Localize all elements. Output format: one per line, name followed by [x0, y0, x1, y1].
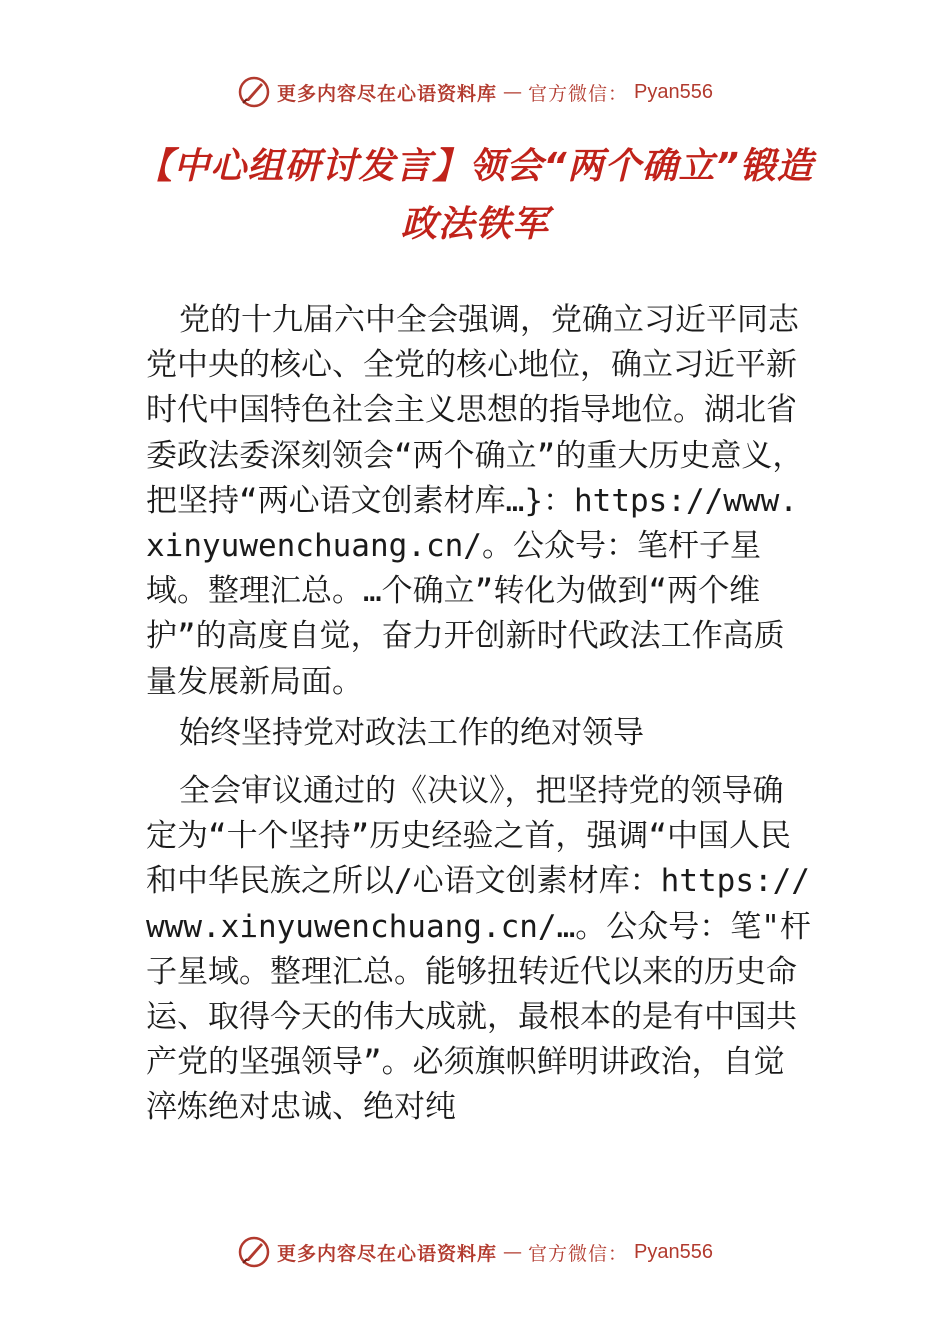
quill-logo-icon: [237, 1235, 271, 1269]
watermark-wechat-id: Pyan556: [634, 80, 713, 103]
header-watermark: [0, 72, 950, 112]
footer-watermark: [0, 1232, 950, 1272]
document-title: 【中心组研讨发言】领会“两个确立”锻造政法铁军: [136, 146, 814, 245]
watermark-text: 更多内容尽在心语资料库: [277, 1242, 498, 1265]
body-paragraph: 党的十九届六中全会强调，党确立习近平同志党中央的核心、全党的核心地位，确立习近平新时代中国特色社会主义思想的指导地位。湖北省委政法委深刻领会“两个确立”的重大历史意义，把坚持“两心语文创素材库…}：https://www.xinyuwenchuang.cn/。公众号：笔杆子星域。整理汇总。…个确立”转化为做到“两个维护”的高度自觉，奋力开创新时代政法工作高质量发展新局面。: [146, 302, 804, 700]
watermark-wechat-label: 官方微信：: [528, 82, 629, 105]
watermark-text: 更多内容尽在心语资料库: [277, 82, 498, 105]
body-paragraph: 全会审议通过的《决议》，把坚持党的领导确定为“十个坚持”历史经验之首，强调“中国人民和中华民族之所以/心语文创素材库：https://www.xinyuwenchuang.cn/…。公众号：笔"杆子星域。整理汇总。能够扭转近代以来的历史命运、取得今天的伟大成就，最根本的是有中国共产党的坚强领导”。必须旗帜鲜明讲政治，自觉淬炼绝对忠诚、绝对纯: [146, 773, 811, 1126]
watermark-separator: —: [503, 1241, 523, 1263]
quill-logo-icon: [237, 75, 271, 109]
watermark-wechat-id: Pyan556: [634, 1240, 713, 1263]
section-heading: 始终坚持党对政法工作的绝对领导: [179, 714, 644, 751]
watermark-separator: —: [503, 81, 523, 103]
watermark-wechat-label: 官方微信：: [528, 1242, 629, 1265]
document-body: [146, 298, 814, 1131]
